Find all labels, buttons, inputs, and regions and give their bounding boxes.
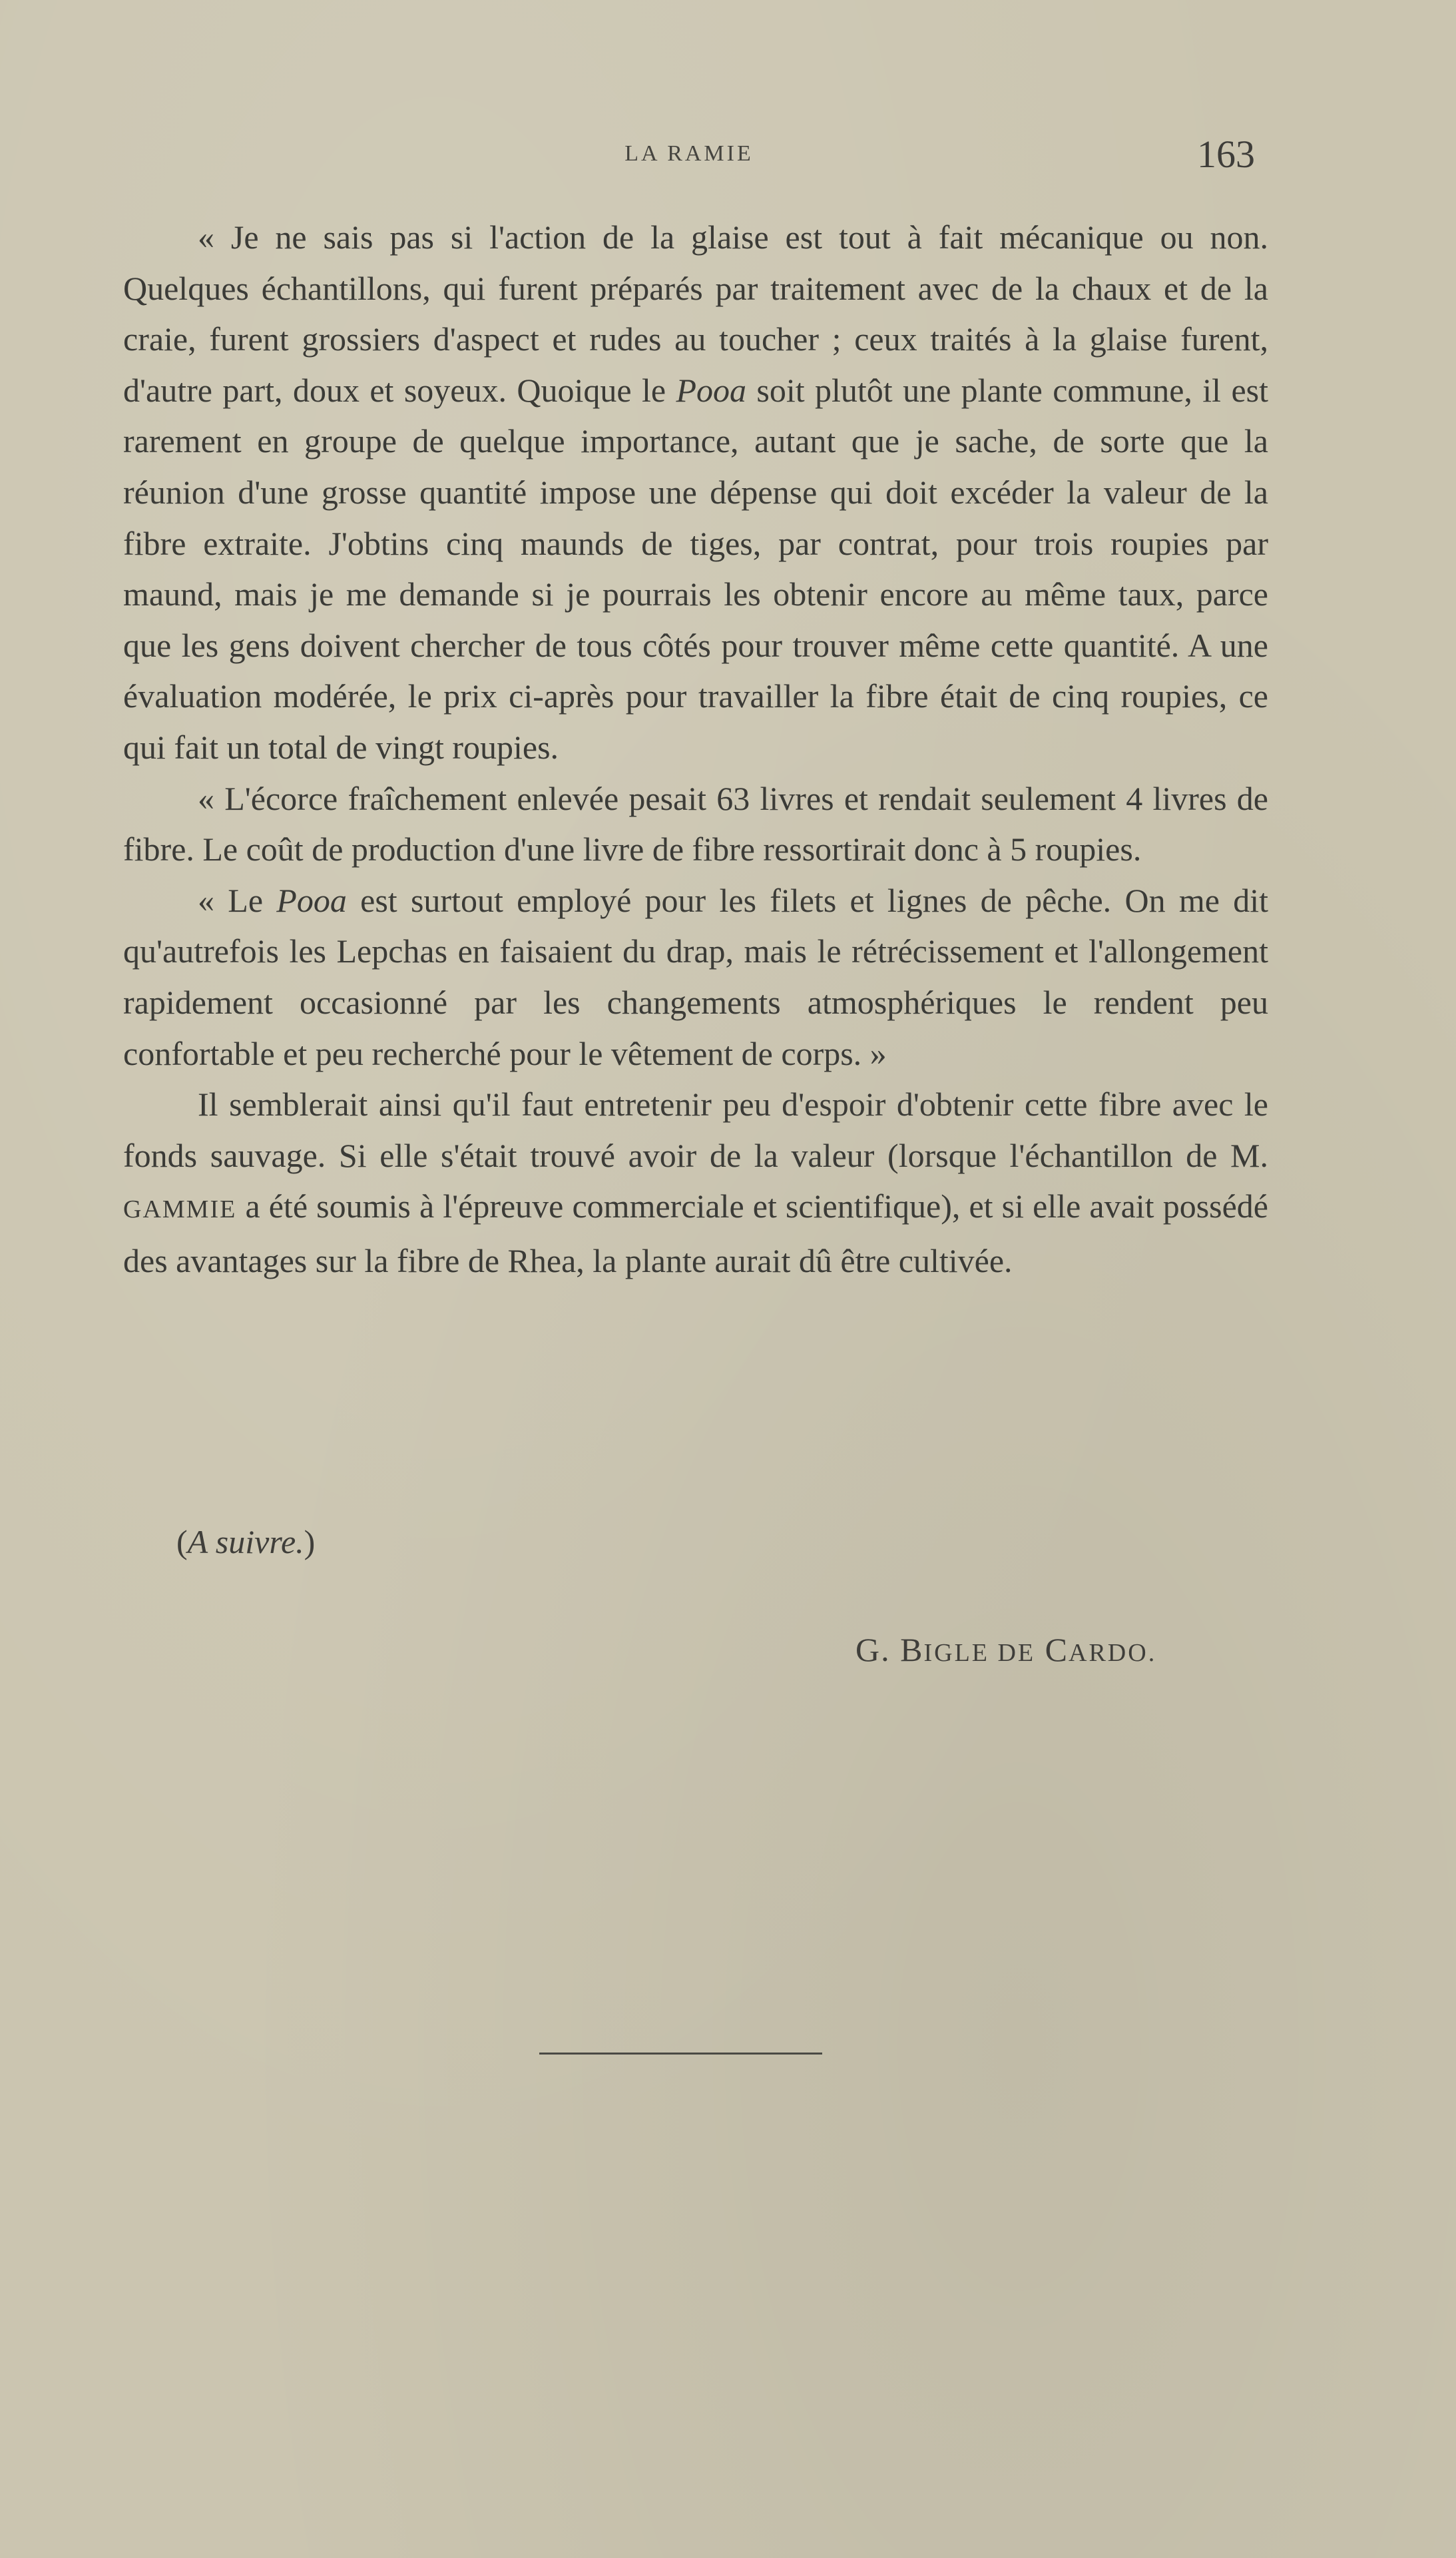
page-header <box>123 132 1255 178</box>
text-run: « Je ne sais pas si l'action de la glaise est tout à fait mécanique ou non. Quelques échantillons, qui furent préparés par traitement avec de la chaux et de la craie, furent grossiers d'aspect et rudes au toucher ; ceux traités à la glaise furent, d'autre part, doux et soyeux. Quoique le <box>123 218 1268 409</box>
text-run: soit plutôt une plante commune, il est rarement en groupe de quelque importance, autant que je sache, de sorte que la réunion d'une grosse quantité impose une dépense qui doit excéder la valeur de la fibre extraite. J'obtins cinq maunds de tiges, par contrat, pour trois roupies par maund, mais je me demande si je pourrais les obtenir encore au même taux, parce que les gens doivent chercher de tous côtés pour trouver même cette quantité. A une évaluation modérée, le prix ci-après pour travailler la fibre était de cinq roupies, ce qui fait un total de vingt roupies. <box>123 371 1268 766</box>
signature-end: ARDO. <box>1069 1639 1157 1667</box>
running-title: LA RAMIE <box>624 141 754 166</box>
text-run: « Le <box>198 881 277 919</box>
signature-initial: G. B <box>855 1631 924 1668</box>
page-number: 163 <box>1197 133 1255 176</box>
suite-text: A suivre. <box>187 1523 304 1560</box>
author-signature <box>855 1630 1156 1669</box>
small-caps-name: GAMMIE <box>123 1195 237 1224</box>
italic-text: Pooa <box>676 371 746 409</box>
signature-space: C <box>1035 1631 1069 1668</box>
signature-surname-rest: IGLE DE <box>923 1639 1036 1667</box>
paragraph <box>123 875 1268 1079</box>
italic-text: Pooa <box>276 881 347 919</box>
text-run: a été soumis à l'épreuve commerciale et scientifique), et si elle avait possédé des avantages sur la fibre de Rhea, la plante aurait dû être cultivée. <box>123 1187 1268 1279</box>
text-run: Il semblerait ainsi qu'il faut entretenir peu d'espoir d'obtenir cette fibre avec le fonds sauvage. Si elle s'était trouvé avoir de la valeur (lorsque l'échantillon de M. <box>123 1086 1268 1174</box>
paragraph <box>123 212 1268 773</box>
text-run: est surtout employé pour les filets et lignes de pêche. On me dit qu'autrefois les Lepchas en faisaient du drap, mais le rétrécissement et l'allongement rapidement occasionné par les changements atmosphériques le rendent peu confortable et peu recherché pour le vêtement de corps. » <box>123 881 1268 1072</box>
body-text <box>123 212 1268 1286</box>
end-rule-divider <box>539 2053 822 2055</box>
suite-open-paren: ( <box>176 1523 188 1560</box>
paragraph <box>123 773 1268 875</box>
paragraph <box>123 1079 1268 1286</box>
to-be-continued <box>176 1522 315 1561</box>
text-run: « L'écorce fraîchement enlevée pesait 63 livres et rendait seulement 4 livres de fibre. Le coût de production d'une livre de fibre ressortirait donc à 5 roupies. <box>123 779 1268 868</box>
suite-close-paren: ) <box>304 1523 316 1560</box>
